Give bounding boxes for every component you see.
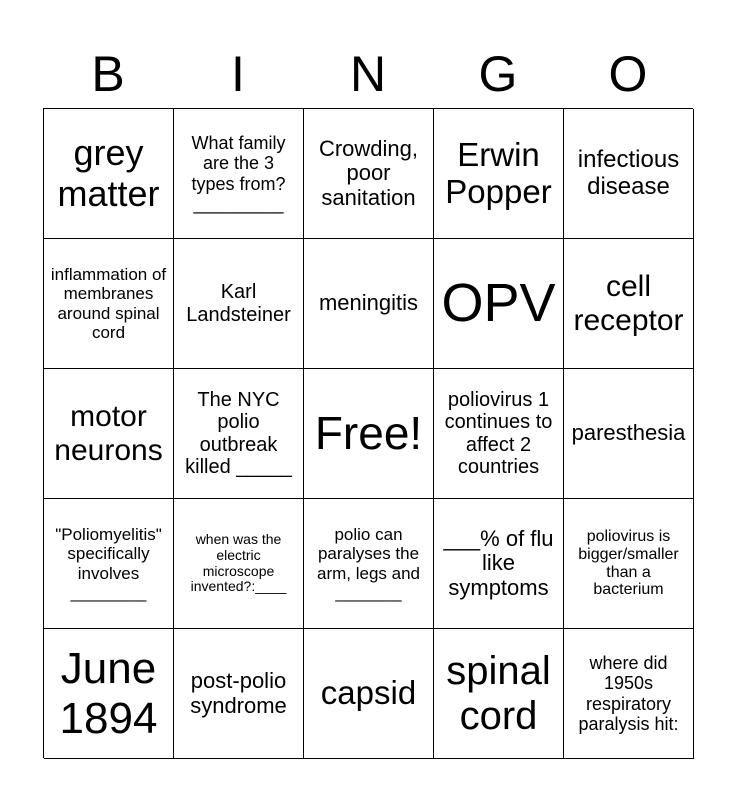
bingo-cell[interactable] xyxy=(434,629,564,759)
cell-text: What family are the 3 types from? _________ xyxy=(191,133,286,214)
bingo-cell[interactable] xyxy=(44,239,174,369)
bingo-header xyxy=(43,40,693,108)
bingo-cell[interactable] xyxy=(564,369,694,499)
bingo-cell[interactable] xyxy=(564,109,694,239)
bingo-cell[interactable] xyxy=(44,629,174,759)
cell-text: Erwin Popper xyxy=(445,135,552,210)
cell-text: "Poliomyelitis" specifically involves ________ xyxy=(55,525,162,602)
header-letter-o: O xyxy=(608,46,648,102)
cell-text: Karl Landsteiner xyxy=(186,281,291,326)
cell-text: post-polio syndrome xyxy=(190,667,287,718)
bingo-cell[interactable] xyxy=(434,369,564,499)
cell-text: when was the electric microscope invented?:____ xyxy=(190,531,287,595)
cell-text: paresthesia xyxy=(571,420,686,446)
bingo-cell[interactable] xyxy=(304,629,434,759)
cell-text: cell receptor xyxy=(573,269,684,337)
bingo-cell[interactable] xyxy=(564,629,694,759)
header-letter-g: G xyxy=(478,46,518,102)
cell-text: inflammation of membranes around spinal cord xyxy=(50,265,167,342)
bingo-cell[interactable] xyxy=(304,109,434,239)
cell-text: capsid xyxy=(320,674,417,712)
cell-text: June 1894 xyxy=(59,644,158,743)
bingo-cell[interactable] xyxy=(174,239,304,369)
bingo-cell free-space[interactable] xyxy=(304,369,434,499)
bingo-cell[interactable] xyxy=(434,499,564,629)
bingo-cell[interactable] xyxy=(44,369,174,499)
bingo-board xyxy=(43,108,693,758)
bingo-cell[interactable] xyxy=(304,499,434,629)
cell-text: spinal cord xyxy=(446,648,551,738)
bingo-cell[interactable] xyxy=(434,109,564,239)
bingo-cell[interactable] xyxy=(304,239,434,369)
cell-text: Free! xyxy=(314,406,423,459)
cell-text: The NYC polio outbreak killed _____ xyxy=(185,388,292,478)
bingo-cell[interactable] xyxy=(174,629,304,759)
cell-text: meningitis xyxy=(318,290,419,316)
cell-text: polio can paralyses the arm, legs and _______ xyxy=(317,525,420,602)
bingo-cell[interactable] xyxy=(44,109,174,239)
bingo-cell[interactable] xyxy=(564,239,694,369)
header-letter-i: I xyxy=(231,46,245,102)
cell-text: ___% of flu like symptoms xyxy=(443,525,554,600)
cell-text: grey matter xyxy=(57,132,160,214)
header-letter-n: N xyxy=(349,46,387,102)
cell-text: infectious disease xyxy=(577,145,680,200)
cell-text: Crowding, poor sanitation xyxy=(318,135,419,210)
cell-text: motor neurons xyxy=(54,399,163,467)
bingo-cell[interactable] xyxy=(564,499,694,629)
bingo-cell[interactable] xyxy=(44,499,174,629)
bingo-cell[interactable] xyxy=(174,109,304,239)
cell-text: where did 1950s respiratory paralysis hit: xyxy=(578,653,679,734)
bingo-cell[interactable] xyxy=(174,369,304,499)
bingo-cell[interactable] xyxy=(174,499,304,629)
header-letter-b: B xyxy=(91,46,125,102)
cell-text: OPV xyxy=(441,273,556,334)
bingo-cell[interactable] xyxy=(434,239,564,369)
cell-text: poliovirus is bigger/smaller than a bacterium xyxy=(578,527,679,599)
cell-text: poliovirus 1 continues to affect 2 countries xyxy=(444,388,553,478)
